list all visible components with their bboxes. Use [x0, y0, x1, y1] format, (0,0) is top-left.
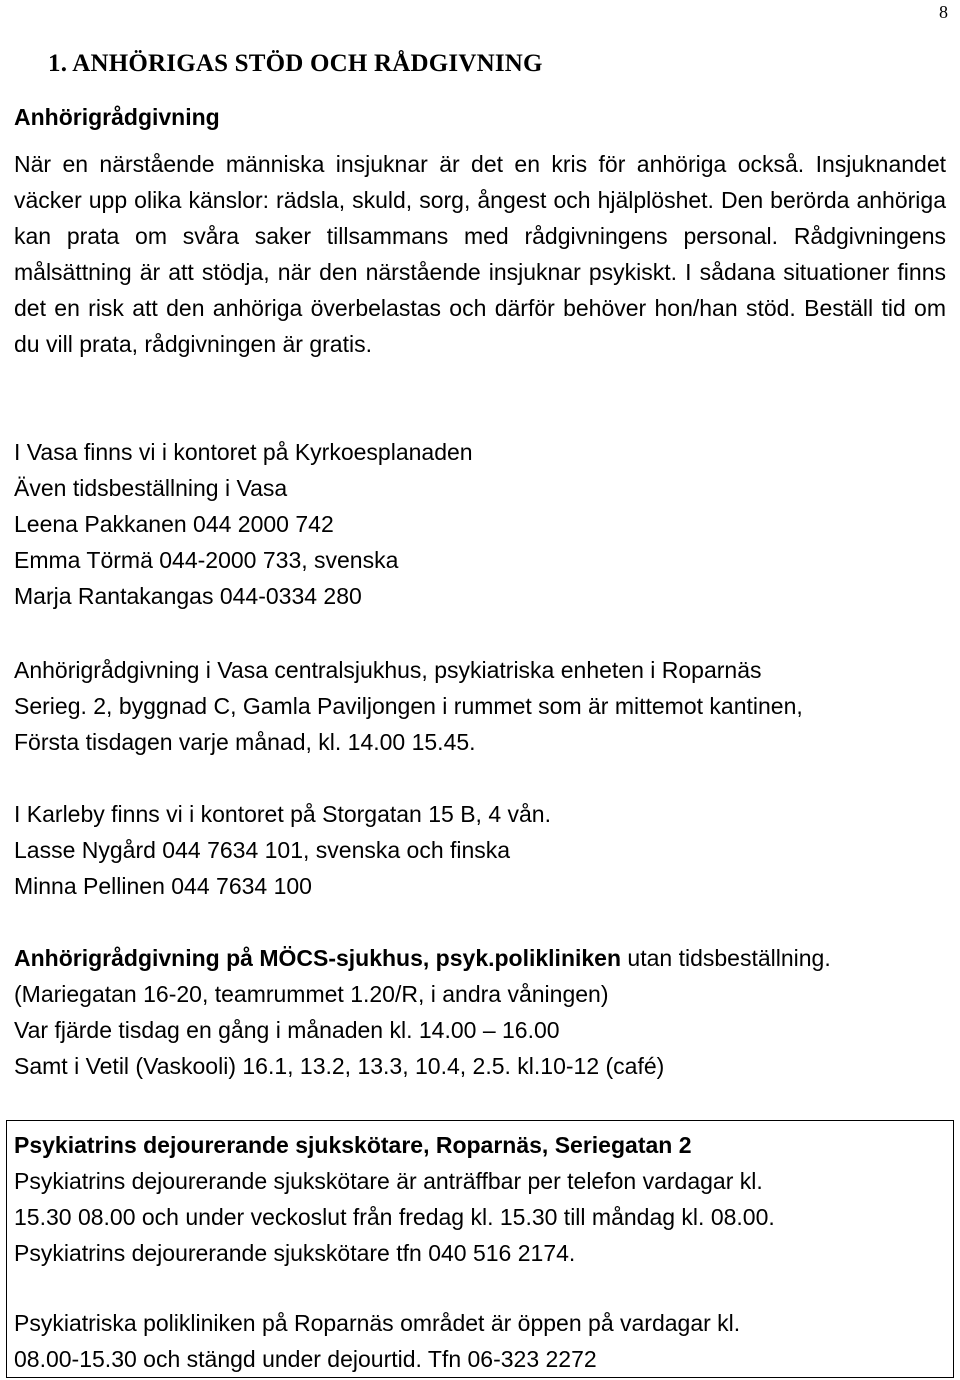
- page-title: 1. ANHÖRIGAS STÖD OCH RÅDGIVNING: [48, 50, 543, 77]
- mocs-title-rest: utan tidsbeställning.: [621, 945, 831, 971]
- centralsjukhus-line: Anhörigrådgivning i Vasa centralsjukhus, psykiatriska enheten i Roparnäs: [14, 657, 762, 683]
- dejour-line: Psykiatrins dejourerande sjukskötare är anträffbar per telefon vardagar kl.: [14, 1168, 763, 1194]
- mocs-line: Var fjärde tisdag en gång i månaden kl. 14.00 – 16.00: [14, 1017, 560, 1043]
- contact-line: Marja Rantakangas 044-0334 280: [14, 583, 362, 609]
- intro-paragraph: När en närstående människa insjuknar är det en kris för anhöriga också. Insjuknandet väcker upp olika känslor: rädsla, skuld, sorg, ångest och hjälplöshet. Den berörda anhöriga kan prata om svåra saker tillsammans med rådgivningens personal. Rådgivningens målsättning är att stödja, när den närstående insjuknar psykiskt. I sådana situationer finns det en risk att den anhöriga överbelastas och därför behöver hon/han stöd. Beställ tid om du vill prata, rådgivningen är gratis.: [14, 151, 946, 357]
- mocs-title-bold: Anhörigrådgivning på MÖCS-sjukhus, psyk.polikliniken: [14, 945, 622, 971]
- dejour-info-content: [14, 1127, 946, 1377]
- contact-line: Lasse Nygård 044 7634 101, svenska och finska: [14, 837, 511, 863]
- poliklinik-line: Psykiatriska polikliniken på Roparnäs området är öppen på vardagar kl.: [14, 1310, 741, 1336]
- dejour-phone-line: Psykiatrins dejourerande sjukskötare tfn 040 516 2174.: [14, 1240, 576, 1266]
- poliklinik-line: 08.00-15.30 och stängd under dejourtid. Tfn 06-323 2272: [14, 1346, 597, 1372]
- centralsjukhus-line: Serieg. 2, byggnad C, Gamla Paviljongen i rummet som är mittemot kantinen,: [14, 693, 803, 719]
- contact-line: Minna Pellinen 044 7634 100: [14, 873, 312, 899]
- centralsjukhus-line: Första tisdagen varje månad, kl. 14.00 15.45.: [14, 729, 476, 755]
- contact-line: Emma Törmä 044-2000 733, svenska: [14, 547, 399, 573]
- mocs-line: Samt i Vetil (Vaskooli) 16.1, 13.2, 13.3, 10.4, 2.5. kl.10-12 (café): [14, 1053, 665, 1079]
- vasa-line: Även tidsbeställning i Vasa: [14, 475, 288, 501]
- dejour-box-title: Psykiatrins dejourerande sjukskötare, Roparnäs, Seriegatan 2: [14, 1132, 692, 1158]
- spacer: [14, 1271, 946, 1305]
- karleby-contact-block: [14, 796, 946, 904]
- mocs-title-line: [14, 940, 946, 976]
- page-number: 8: [939, 2, 948, 22]
- contact-line: Leena Pakkanen 044 2000 742: [14, 511, 334, 537]
- karleby-line: I Karleby finns vi i kontoret på Storgatan 15 B, 4 vån.: [14, 801, 551, 827]
- mocs-block: [14, 940, 946, 1084]
- dejour-info-box: [6, 1120, 954, 1378]
- vasa-line: I Vasa finns vi i kontoret på Kyrkoesplanaden: [14, 439, 473, 465]
- vasa-contact-block: [14, 434, 946, 614]
- dejour-line: 15.30 08.00 och under veckoslut från fredag kl. 15.30 till måndag kl. 08.00.: [14, 1204, 775, 1230]
- centralsjukhus-block: [14, 652, 946, 760]
- section-subheading: Anhörigrådgivning: [14, 104, 220, 130]
- mocs-line: (Mariegatan 16-20, teamrummet 1.20/R, i andra våningen): [14, 981, 609, 1007]
